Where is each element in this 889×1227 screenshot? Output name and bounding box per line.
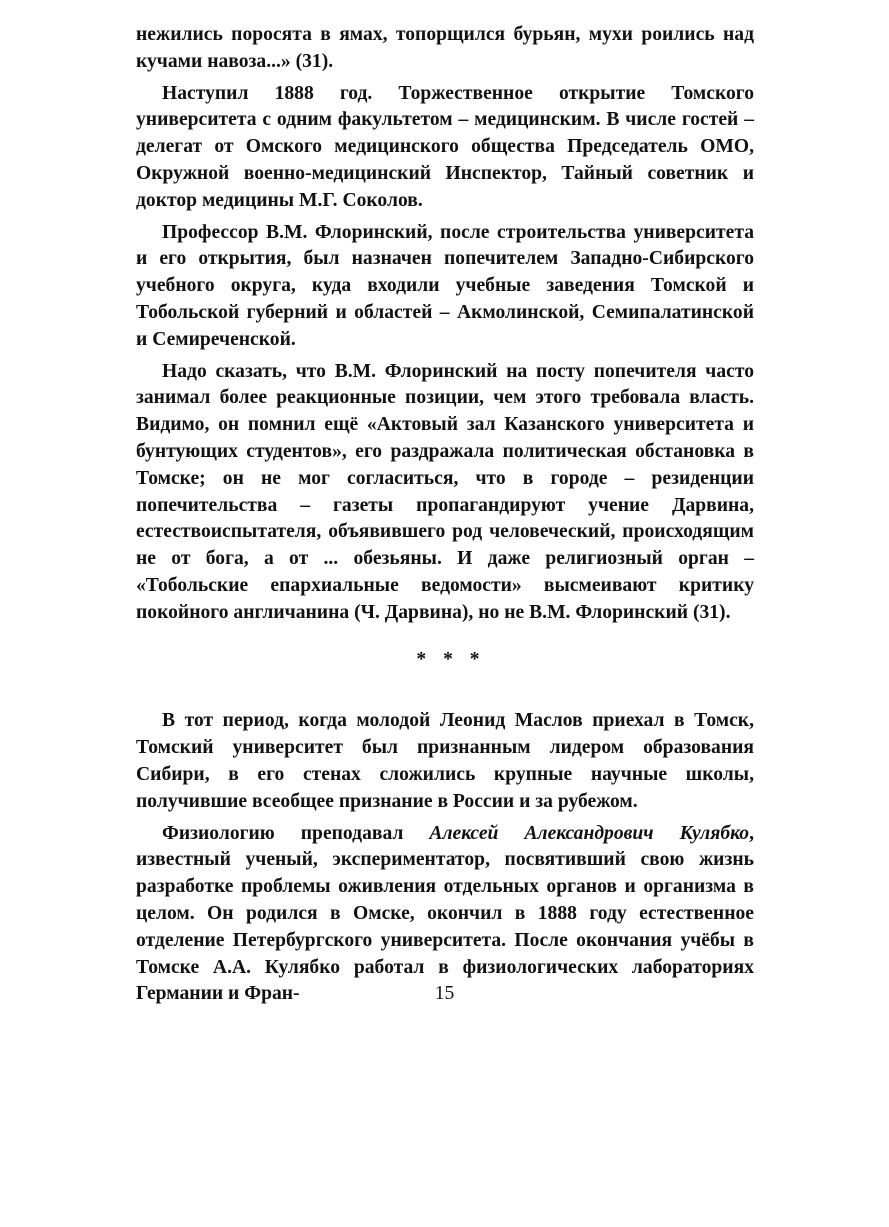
page-number: 15 <box>434 983 455 1004</box>
paragraph-florinsky-positions: Надо сказать, что В.М. Флоринский на посту попечителя часто занимал более реакционные позиции, чем этого требовала власть. Видимо, он помнил ещё «Актовый зал Казанского университета и бунтующих студентов», его раздражала политическая обстановка в Томске; он не мог согласиться, что в городе – резиденции попечительства – газеты пропагандируют учение Дарвина, естествоиспытателя, объявившего род человеческий, происходящим не от бога, а от ... обезьяны. И даже религиозный орган – «Тобольские епархиальные ведомости» высмеивают критику покойного англичанина (Ч. Дарвина), но не В.М. Флоринский (31). <box>136 360 754 623</box>
kulyabko-text-before: Физиологию преподавал <box>162 822 430 844</box>
kulyabko-name: Алексей Александрович Кулябко <box>429 822 750 844</box>
paragraph-maslov-arrival: В тот период, когда молодой Леонид Маслов приехал в Томск, Томский университет был признанным лидером образования Сибири, в его стенах сложились крупные научные школы, получившие всеобщее признание в России и за рубежом. <box>136 710 754 812</box>
paragraph-university-opening: Наступил 1888 год. Торжественное открытие Томского университета с одним факультетом – медицинским. В числе гостей – делегат от Омского медицинского общества Председатель ОМО, Окружной военно-медицинский Инспектор, Тайный советник и доктор медицины М.Г. Соколов. <box>136 82 754 211</box>
section-separator: * * * <box>416 648 486 670</box>
paragraph-continuation: нежились поросята в ямах, топорщился бурьян, мухи роились над кучами навоза...» (31). <box>136 24 754 72</box>
page-body <box>136 22 754 1013</box>
kulyabko-text-after: , известный ученый, экспериментатор, посвятивший свою жизнь разработке проблемы оживления отдельных органов и организма в целом. Он родился в Омске, окончил в 1888 году естественное отделение Петербургского университета. После окончания учёбы в Томске А.А. Кулябко работал в физиологических лабораториях Германии и Фран- <box>136 822 754 1005</box>
paragraph-florinsky-trustee: Профессор В.М. Флоринский, после строительства университета и его открытия, был назначен попечителем Западно-Сибирского учебного округа, куда входили учебные заведения Томской и Тобольской губерний и областей – Акмолинской, Семипалатинской и Семиреченской. <box>136 221 754 350</box>
paragraph-kulyabko <box>136 821 754 1009</box>
